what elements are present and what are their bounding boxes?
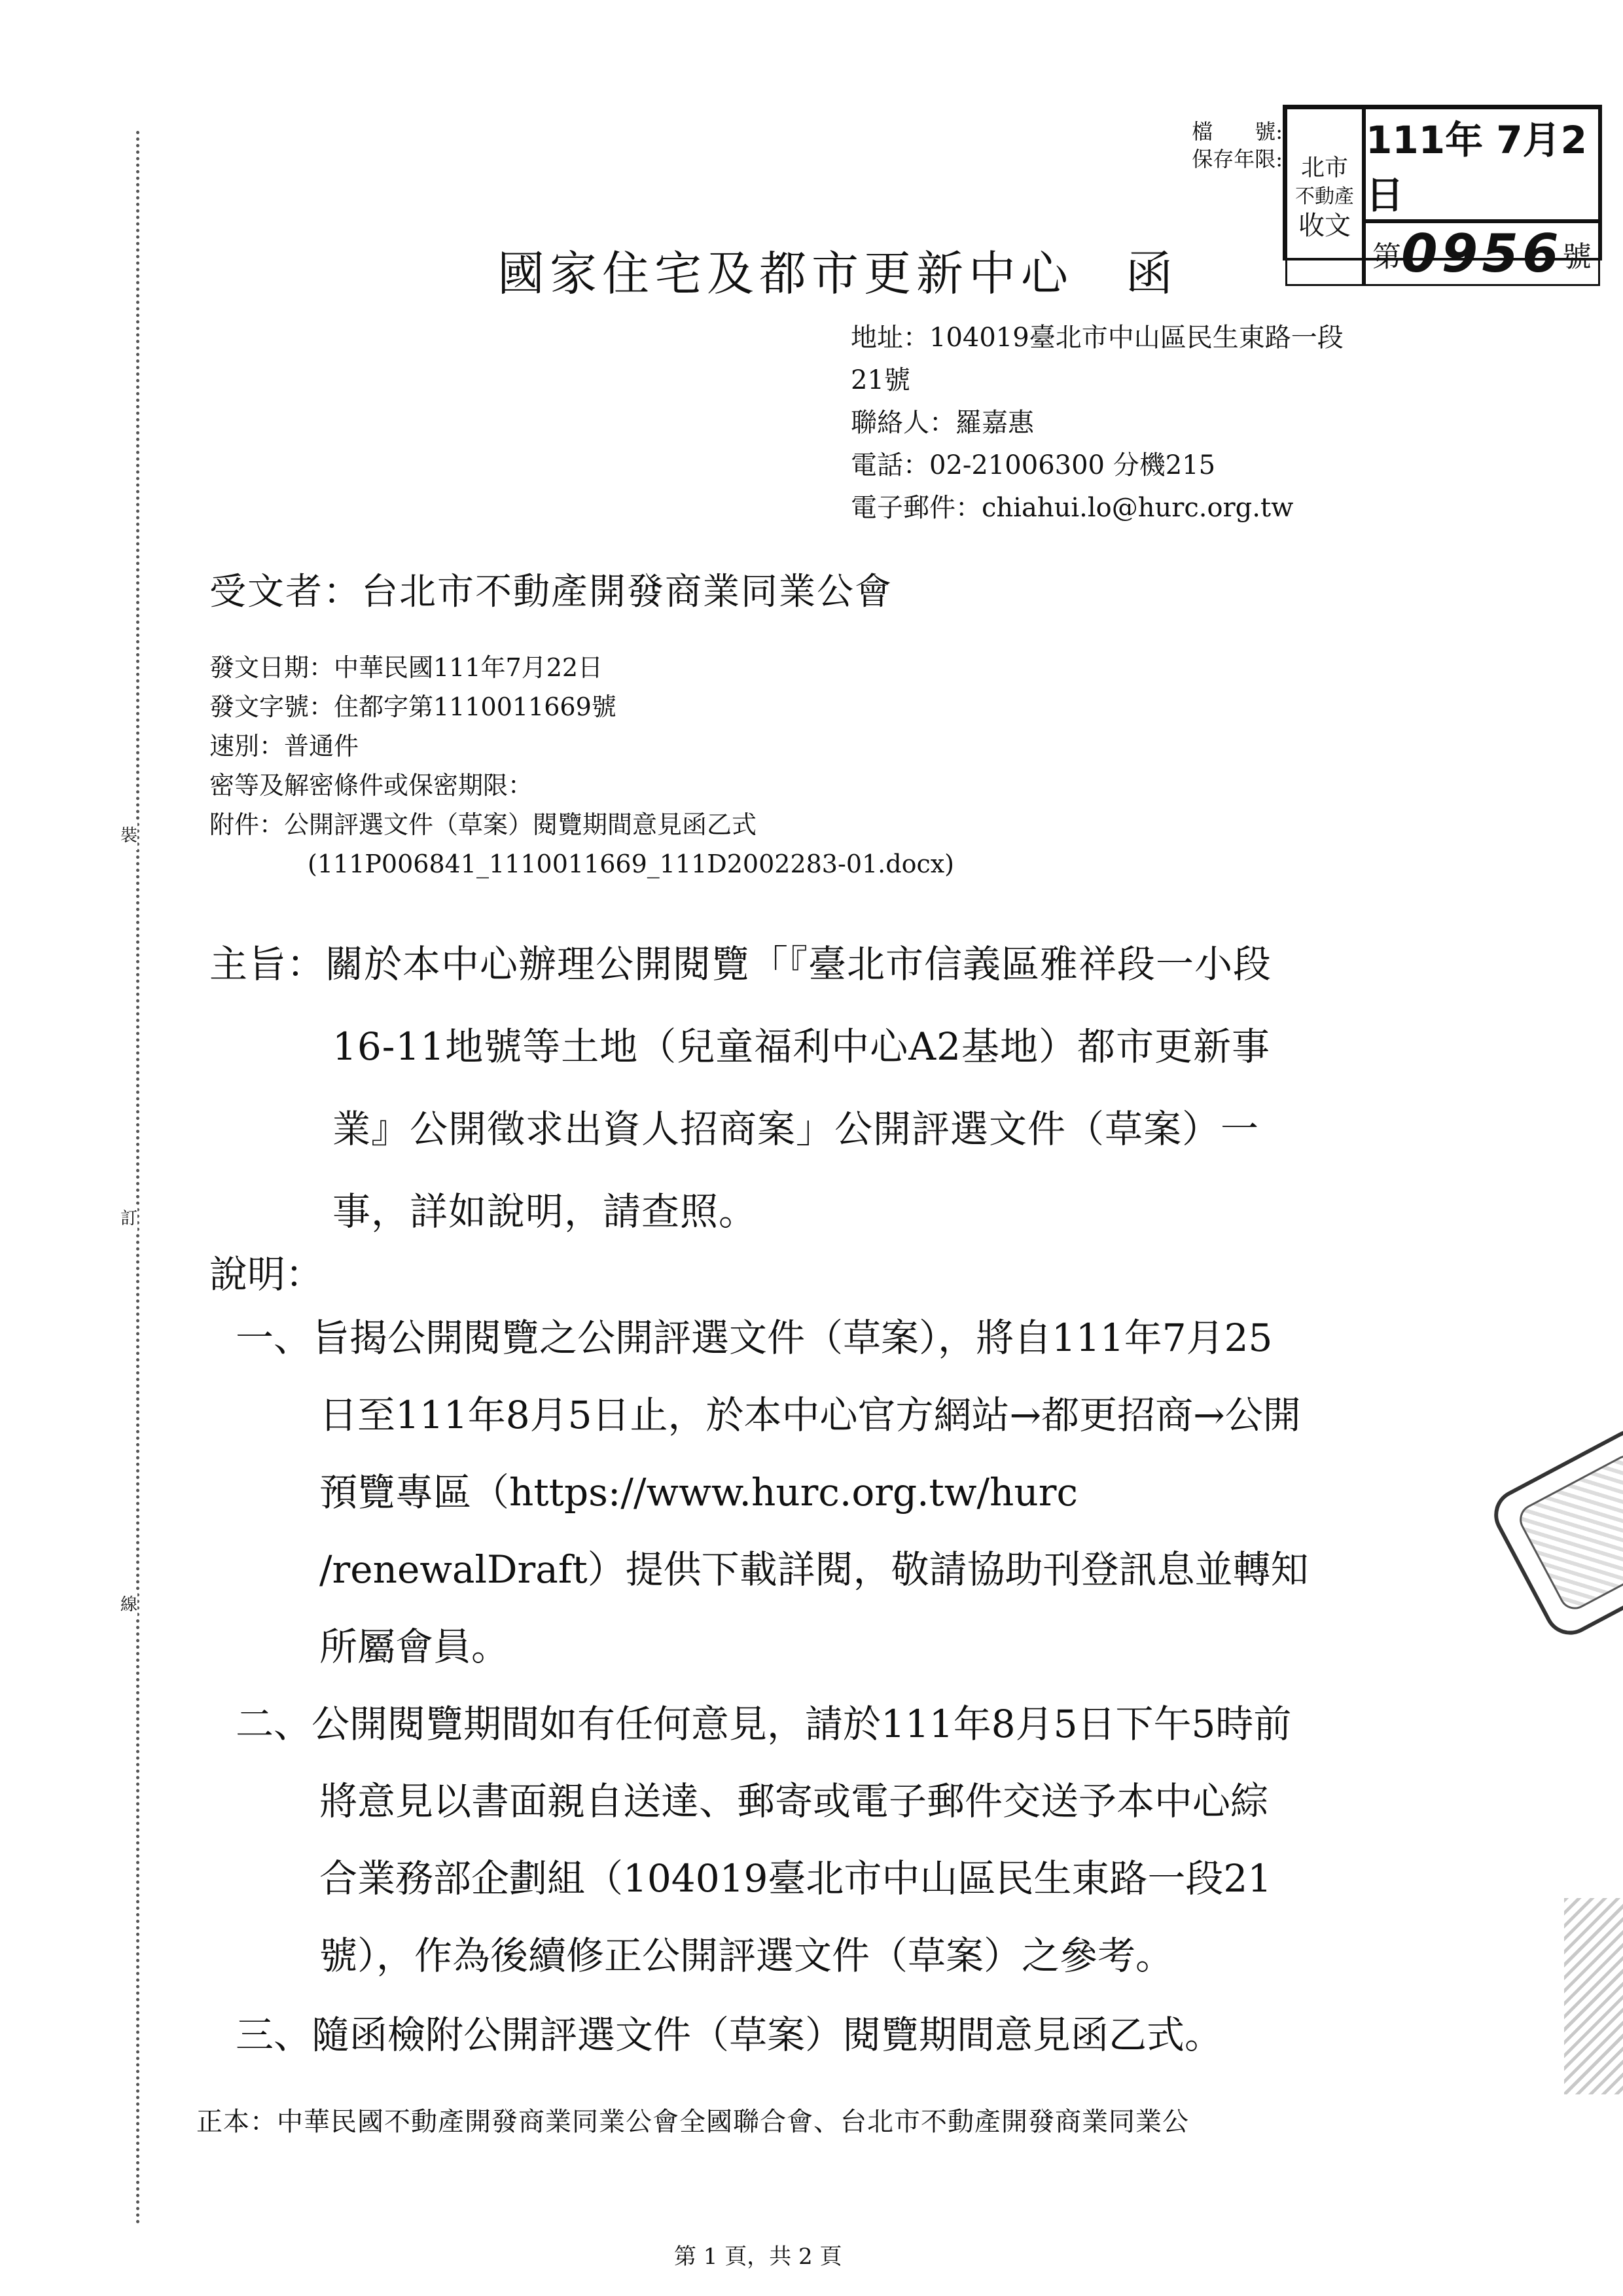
subject-line: 事，詳如說明，請查照。: [332, 1189, 758, 1234]
sender-address-line1: 地址：104019臺北市中山區民生東路一段: [851, 323, 1344, 353]
explanation-item-3: [236, 1996, 1222, 2073]
receipt-stamp-org: [1285, 107, 1364, 286]
seal-impression-icon: [1564, 1898, 1623, 2094]
carbon-copy: 正本：中華民國不動產開發商業同業公會全國聯合會、台北市不動產開發商業同業公: [196, 2107, 1189, 2137]
binding-mark-bind: 裝: [120, 821, 137, 850]
receipt-number-value: 0956: [1401, 223, 1563, 284]
speed-class: 速別：普通件: [209, 732, 359, 761]
file-labels: [1192, 118, 1283, 173]
item-line: 二、公開閱覽期間如有任何意見，請於111年8月5日下午5時前: [236, 1702, 1292, 1746]
attachment-filename: (111P006841_1110011669_111D2002283-01.docx): [308, 850, 954, 878]
page-number: 第 1 頁，共 2 頁: [674, 2244, 842, 2270]
document-title: 國家住宅及都市更新中心 函: [497, 246, 1179, 301]
file-number-label: 檔 號:: [1192, 119, 1283, 144]
document-meta: [209, 648, 954, 884]
item-line: 一、旨揭公開閱覽之公開評選文件（草案），將自111年7月25: [236, 1316, 1273, 1360]
subject-line: 主旨：關於本中心辦理公開閱覽「『臺北市信義區雅祥段一小段: [209, 942, 1272, 986]
item-line: 將意見以書面親自送達、郵寄或電子郵件交送予本中心綜: [319, 1779, 1269, 1823]
official-seal-icon: [1485, 1420, 1623, 1643]
explanation-item-2: [236, 1685, 1291, 1994]
sender-email: 電子郵件：chiahui.lo@hurc.org.tw: [851, 493, 1294, 523]
explanation-heading: 說明：: [209, 1252, 324, 1297]
item-line: 三、隨函檢附公開評選文件（草案）閱覽期間意見函乙式。: [236, 2013, 1223, 2057]
receipt-number-suffix: 號: [1562, 240, 1592, 274]
recipient: 受文者：台北市不動產開發商業同業公會: [209, 571, 893, 613]
issue-date: 發文日期：中華民國111年7月22日: [209, 653, 603, 682]
binding-dotted-line: [136, 131, 139, 2225]
item-line: 日至111年8月5日止，於本中心官方網站→都更招商→公開: [319, 1393, 1301, 1437]
attachment: 附件：公開評選文件（草案）閱覽期間意見函乙式: [209, 810, 757, 839]
receipt-number-prefix: 第: [1372, 240, 1401, 274]
receipt-stamp: [1283, 105, 1602, 284]
security-level: 密等及解密條件或保密期限：: [209, 771, 533, 800]
subject-line: 16-11地號等土地（兒童福利中心A2基地）都市更新事: [332, 1024, 1270, 1069]
sender-contact: 聯絡人：羅嘉惠: [851, 408, 1034, 438]
receipt-date: 111年 7月2日: [1364, 107, 1600, 221]
item-line: 合業務部企劃組（104019臺北市中山區民生東路一段21: [319, 1856, 1272, 1901]
sender-address-line2: 21號: [851, 365, 910, 395]
subject: [209, 923, 1272, 1253]
binding-mark-staple: 訂: [120, 1204, 137, 1233]
receipt-org-mid: 不動產: [1295, 185, 1354, 208]
receipt-org-bottom: 收文: [1298, 210, 1351, 241]
item-line: 號），作為後續修正公開評選文件（草案）之參考。: [319, 1933, 1174, 1978]
item-line: /renewalDraft）提供下載詳閱，敬請協助刊登訊息並轉知: [319, 1547, 1309, 1592]
document-number: 發文字號：住都字第1110011669號: [209, 692, 616, 721]
subject-line: 業』公開徵求出資人招商案」公開評選文件（草案）一: [332, 1107, 1260, 1151]
sender-info: [851, 317, 1344, 529]
binding-mark-line: 線: [120, 1590, 137, 1619]
receipt-number: [1364, 221, 1600, 286]
item-line: 預覽專區（https://www.hurc.org.tw/hurc: [319, 1470, 1078, 1515]
explanation-item-1: [236, 1299, 1309, 1685]
receipt-org-top: 北市: [1300, 154, 1348, 181]
retention-period-label: 保存年限:: [1192, 147, 1283, 171]
item-line: 所屬會員。: [319, 1624, 510, 1669]
sender-phone: 電話：02-21006300 分機215: [851, 450, 1216, 480]
